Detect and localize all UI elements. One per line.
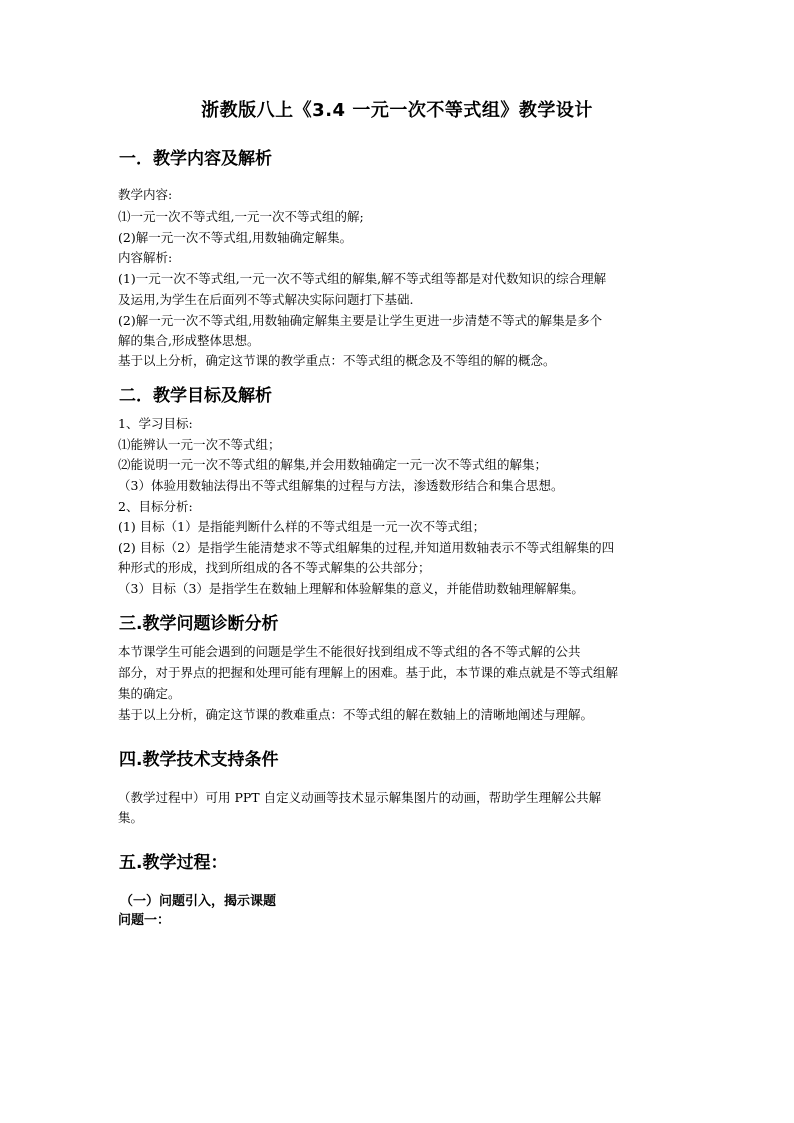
section1-line-8: 基于以上分析，确定这节课的教学重点：不等式组的概念及不等组的解的概念。 [118,353,556,368]
section4-line-0: （教学过程中）可用 PPT 自定义动画等技术显示解集图片的动画，帮助学生理解公共解 [118,790,602,805]
section2-line-7: 种形式的形成，找到所组成的各不等式解集的公共部分； [118,560,431,575]
section5-subheading: （一）问题引入，揭示课题 [120,894,277,909]
section1-line-4: (1)一元一次不等式组,一元一次不等式组的解集,解不等式组等都是对代数知识的综合理解 [118,271,607,286]
problem-one-label: 问题一： [118,913,171,928]
section1-line-2: (2)解一元一次不等式组,用数轴确定解集。 [118,230,353,245]
section1-line-7: 解的集合,形成整体思想。 [118,333,260,348]
section4-heading: 四.教学技术支持条件 [119,750,279,770]
section1-heading: 一．教学内容及解析 [119,149,272,169]
section2-line-2: ⑵能说明一元一次不等式组的解集,并会用数轴确定一元一次不等式组的解集； [118,457,547,472]
section2-line-1: ⑴能辨认一元一次不等式组； [118,437,281,452]
section3-line-0: 本节课学生可能会遇到的问题是学生不能很好找到组成不等式组的各不等式解的公共 [118,644,581,659]
section2-line-8: （3）目标（3）是指学生在数轴上理解和体验解集的意义，并能借助数轴理解解集。 [118,581,584,596]
section2-line-4: 2、目标分析: [118,499,193,514]
section1-line-3: 内容解析: [118,250,173,265]
section1-line-6: (2)解一元一次不等式组,用数轴确定解集主要是让学生更进一步清楚不等式的解集是多个 [118,313,603,328]
section3-heading: 三.教学问题诊断分析 [119,614,279,634]
section2-line-5: (1) 目标（1）是指能判断什么样的不等式组是一元一次不等式组； [118,519,486,534]
section2-line-0: 1、学习目标: [118,416,193,431]
section1-line-0: 教学内容: [118,187,173,202]
section1-line-5: 及运用,为学生在后面列不等式解决实际问题打下基础. [118,292,414,307]
section1-line-1: ⑴一元一次不等式组,一元一次不等式组的解; [118,209,364,224]
section3-line-2: 集的确定。 [118,686,181,701]
section3-line-3: 基于以上分析，确定这节课的教难重点：不等式组的解在数轴上的清晰地阐述与理解。 [118,707,594,722]
section2-line-6: (2) 目标（2）是指学生能清楚求不等式组解集的过程,并知道用数轴表示不等式组解集的四 [118,540,615,555]
section3-line-1: 部分，对于界点的把握和处理可能有理解上的困难。基于此，本节课的难点就是不等式组解 [118,665,619,680]
section4-line-1: 集。 [118,810,144,825]
section2-line-3: （3）体验用数轴法得出不等式组解集的过程与方法，渗透数形结合和集合思想。 [118,478,564,493]
document-title: 浙教版八上《3.4 一元一次不等式组》教学设计 [201,100,593,121]
section2-heading: 二．教学目标及解析 [119,386,272,406]
section5-heading: 五.教学过程： [119,853,228,873]
